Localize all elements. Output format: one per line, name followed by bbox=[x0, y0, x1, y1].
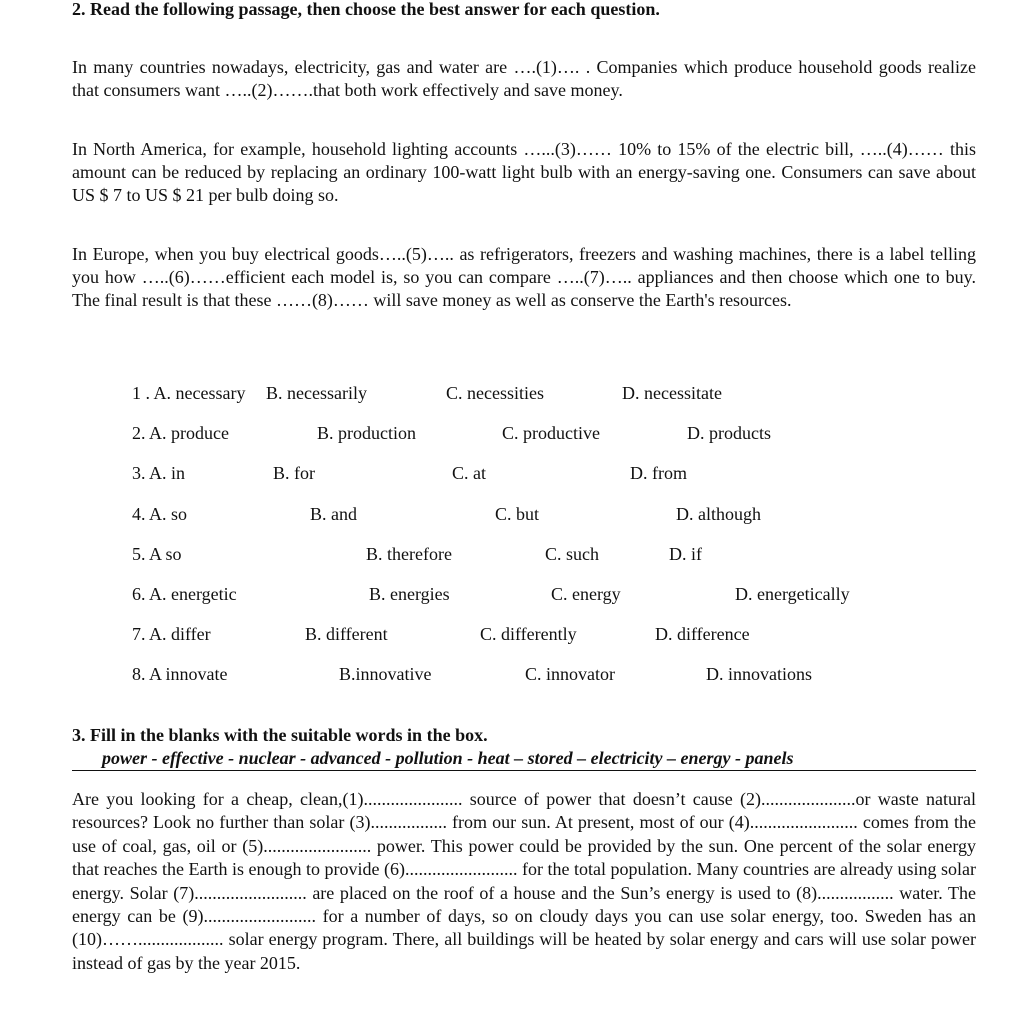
option-3d: D. from bbox=[630, 463, 687, 483]
option-6b: B. energies bbox=[369, 584, 450, 604]
option-7b: B. different bbox=[305, 624, 388, 644]
option-1a: 1 . A. necessary bbox=[132, 383, 246, 403]
option-6c: C. energy bbox=[551, 584, 621, 604]
option-7a: 7. A. differ bbox=[132, 624, 211, 644]
question-4-options bbox=[0, 502, 1024, 526]
question-1-options bbox=[0, 381, 1024, 405]
word-box bbox=[72, 746, 976, 771]
option-8d: D. innovations bbox=[706, 664, 812, 684]
option-1b: B. necessarily bbox=[266, 383, 367, 403]
option-8c: C. innovator bbox=[525, 664, 615, 684]
option-1d: D. necessitate bbox=[622, 383, 722, 403]
question-6-options bbox=[0, 582, 1024, 606]
passage-paragraph-1: In many countries nowadays, electricity, gas and water are ….(1)…. . Companies which produce household goods realize that consumers want …..(2)…….that both work effectively and save money. bbox=[72, 57, 976, 101]
section3-heading: 3. Fill in the blanks with the suitable words in the box. bbox=[72, 725, 488, 745]
option-2d: D. products bbox=[687, 423, 771, 443]
passage-paragraph-2: In North America, for example, household lighting accounts …...(3)…… 10% to 15% of the electric bill, …..(4)…… this amount can be reduced by replacing an ordinary 100-watt light bulb with an energy-saving one. Consumers can save about US $ 7 to US $ 21 per bulb doing so. bbox=[72, 139, 976, 206]
question-8-options bbox=[0, 662, 1024, 686]
fill-in-passage: Are you looking for a cheap, clean,(1)...................... source of power that doesn’t cause (2).....................or waste natural resources? Look no further than solar (3)................. from our sun. At present, most of our (4)........................ comes from the use of coal, gas, oil or (5)........................ power. This power could be provided by the sun. One percent of the solar energy that reaches the Earth is enough to provide (6)......................... for the total population. Many countries are already using solar energy. Solar (7)......................... are placed on the roof of a house and the Sun’s energy is used to (8)................. water. The energy can be (9)......................... for a number of days, so on cloudy days you can use solar energy, too. Sweden has an (10)……................... solar energy program. There, all buildings will be heated by solar energy and cars will use solar power instead of gas by the year 2015. bbox=[72, 789, 976, 973]
question-7-options bbox=[0, 622, 1024, 646]
question-2-options bbox=[0, 421, 1024, 445]
option-4b: B. and bbox=[310, 504, 357, 524]
option-2a: 2. A. produce bbox=[132, 423, 229, 443]
option-7c: C. differently bbox=[480, 624, 577, 644]
option-2b: B. production bbox=[317, 423, 416, 443]
option-3c: C. at bbox=[452, 463, 486, 483]
question-5-options bbox=[0, 542, 1024, 566]
question-3-options bbox=[0, 461, 1024, 485]
option-5b: B. therefore bbox=[366, 544, 452, 564]
word-box-words: power - effective - nuclear - advanced - pollution - heat – stored – electricity – energy - panels bbox=[102, 748, 794, 768]
option-4a: 4. A. so bbox=[132, 504, 188, 524]
option-6a: 6. A. energetic bbox=[132, 584, 237, 604]
option-1c: C. necessities bbox=[446, 383, 544, 403]
option-4d: D. although bbox=[676, 504, 761, 524]
option-7d: D. difference bbox=[655, 624, 750, 644]
option-6d: D. energetically bbox=[735, 584, 850, 604]
option-3b: B. for bbox=[273, 463, 315, 483]
option-8b: B.innovative bbox=[339, 664, 432, 684]
option-5c: C. such bbox=[545, 544, 599, 564]
option-5d: D. if bbox=[669, 544, 702, 564]
option-8a: 8. A innovate bbox=[132, 664, 228, 684]
option-2c: C. productive bbox=[502, 423, 600, 443]
section2-heading: 2. Read the following passage, then choose the best answer for each question. bbox=[72, 0, 660, 19]
option-3a: 3. A. in bbox=[132, 463, 186, 483]
option-5a: 5. A so bbox=[132, 544, 182, 564]
option-4c: C. but bbox=[495, 504, 540, 524]
passage-paragraph-3: In Europe, when you buy electrical goods…..(5)….. as refrigerators, freezers and washing machines, there is a label telling you how …..(6)……efficient each model is, so you can compare …..(7)….. appliances and then choose which one to buy. The final result is that these ……(8)…… will save money as well as conserve the Earth's resources. bbox=[72, 244, 976, 311]
